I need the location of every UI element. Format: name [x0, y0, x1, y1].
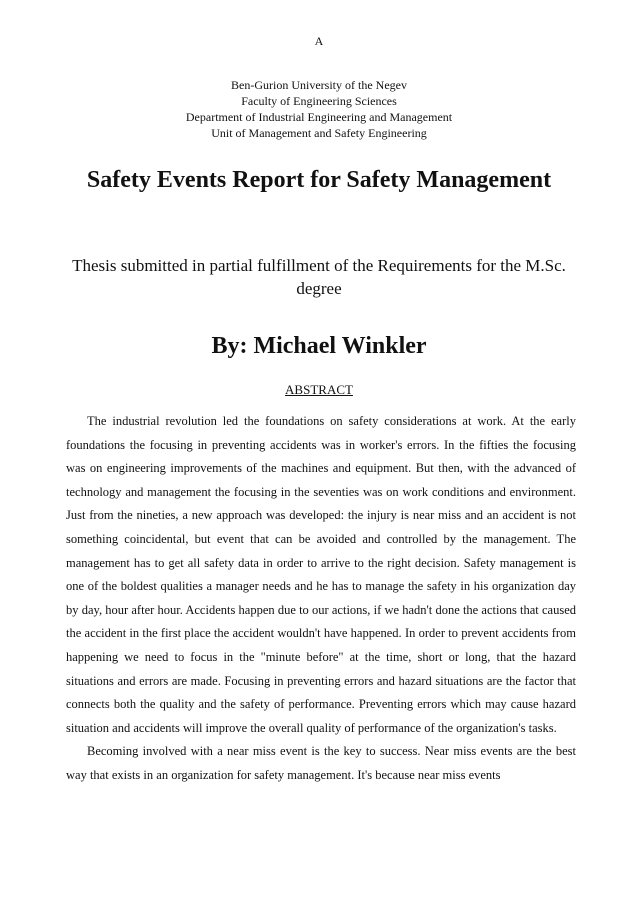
faculty-name: Faculty of Engineering Sciences: [241, 94, 397, 108]
thesis-title: Safety Events Report for Safety Management: [86, 167, 552, 193]
institution-block: [0, 77, 638, 141]
abstract-paragraph: Becoming involved with a near miss event is the key to success. Near miss events are the best way that exists in an organization for safety management. It's because near miss events: [66, 744, 576, 782]
abstract-body: [66, 410, 576, 788]
page-letter: A: [314, 34, 324, 48]
abstract-paragraph: The industrial revolution led the foundations on safety considerations at work. At the early foundations the focusing in preventing accidents was in worker's errors. In the fifties the focusing was on engineering improvements of the machines and equipment. But then, with the advanced of technology and management the focusing in the seventies was on work conditions and environment. Just from the nineties, a new approach was developed: the injury is near miss and an accident is not something coincidental, but event that can be avoided and controlled by the management. The management has to get all safety data in order to arrive to the right decision. Safety management is one of the boldest qualities a manager needs and he has to manage the safety in his organization day by day, hour after hour. Accidents happen due to our actions, if we hadn't done the actions that caused the accident in the first place the accident wouldn't have happened. In order to prevent accidents from happening we need to focus in the "minute before" at the time, short or long, that the hazard situations and errors are made. Focusing in preventing errors and hazard situations are the factor that connects both the quality and the safety of performance. Preventing errors which may cause hazard situation and accidents will improve the overall quality of performance of the organization's tasks.: [66, 414, 576, 735]
thesis-subtitle: Thesis submitted in partial fulfillment of the Requirements for the M.Sc. degree: [72, 256, 566, 298]
department-name: Department of Industrial Engineering and Management: [185, 110, 453, 124]
thesis-author: By: Michael Winkler: [211, 333, 427, 359]
university-name: Ben-Gurion University of the Negev: [231, 78, 407, 92]
abstract-heading: ABSTRACT: [285, 382, 353, 397]
unit-name: Unit of Management and Safety Engineering: [211, 126, 427, 140]
